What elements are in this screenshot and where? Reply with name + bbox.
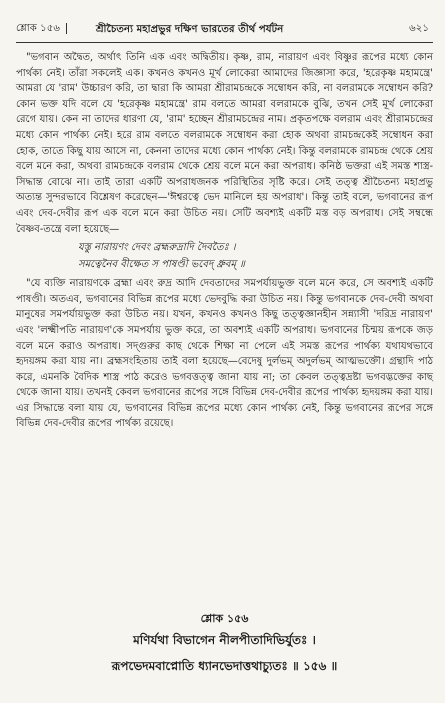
- page-header: [16, 20, 433, 43]
- header-title: শ্রীচৈতন্য মহাপ্রভুর দক্ষিণ ভারতের তীর্থ পর্যটন: [96, 23, 284, 35]
- shloka-line-2: রূপভেদমবাপ্নোতি ধ্যানভেদাত্তথাচ্যুতঃ ॥ ১৫৬ ॥: [111, 659, 338, 673]
- header-verse-ref: শ্লোক ১৫৬: [16, 20, 67, 38]
- page-number: ৬২১: [409, 23, 429, 34]
- book-page: [16, 0, 433, 703]
- shloka-heading: শ্লোক ১৫৬: [200, 612, 249, 625]
- shloka-line-1: মণির্যথা বিভাগেন নীলপীতাদিভির্যুতঃ ।: [133, 633, 316, 647]
- quoted-verse: [16, 239, 433, 273]
- quoted-verse-line-1: যস্তু নারায়ণং দেবং ব্রহ্মরুদ্রাদি দৈবতৈঃ ।: [78, 242, 236, 254]
- purport-paragraph-1: "ভগবান অদ্বৈত, অর্থাৎ তিনি এক এবং অদ্বিতীয়। কৃষ্ণ, রাম, নারায়ণ এবং বিষ্ণুর রূপের মধ্যে কোন পার্থক্য নেই। তাঁরা সকলেই এক। কখনও কখনও মূর্খ লোকেরা আমাদের জিজ্ঞাসা করে, 'হরেকৃষ্ণ মহামন্ত্রে' আমরা যে 'রাম' উচ্চারণ করি, তা দ্বারা কি আমরা শ্রীরামচন্দ্রকে সম্বোধন করি, না বলরামকে সম্বোধন করি? কোন ভক্ত যদি বলে যে 'হরেকৃষ্ণ মহামন্ত্রে' রাম বলতে আমরা বলরামকে বুঝি, তখন সেই মূর্খ লোকেরা রেগে যায়। কেন না তাদের ধারণা যে, 'রাম' হচ্ছেন শ্রীরামচন্দ্রের নাম। প্রকৃতপক্ষে বলরাম এবং শ্রীরামচন্দ্রের মধ্যে কোন পার্থক্য নেই। হরে রাম বলতে বলরামকে সম্বোধন করা হোক অথবা রামচন্দ্রকেই সম্বোধন করা হোক, তাতে কিছু যায় আসে না, কেননা তাদের মধ্যে কোন পার্থক্য নেই। কিন্তু বলরামকে রামচন্দ্র থেকে শ্রেয় বলে মনে করা, অথবা রামচন্দ্রকে বলরাম থেকে শ্রেয় বলে মনে করা অপরাধ। কনিষ্ঠ ভক্তরা এই সমস্ত শাস্ত্র-সিদ্ধান্ত বোঝে না। তাই তারা একটি অপরাধজনক পরিস্থিতির সৃষ্টি করে। সেই তত্ত্ব শ্রীচৈতন্য মহাপ্রভু অত্যন্ত সুন্দরভাবে বিশ্লেষণ করেছেন—'ঈশ্বরত্বে ভেদ মানিলে হয় অপরাধ'। কিন্তু তাই বলে, ভগবানের রূপ এবং দেব-দেবীর রূপ এক বলে মনে করা উচিত নয়। সেটি অবশ্যই একটি মস্ত বড় অপরাধ। সেই সম্বন্ধে বৈষ্ণব-তন্ত্রে বলা হয়েছে—: [16, 52, 433, 235]
- purport-text: [16, 50, 433, 432]
- purport-paragraph-2: "যে ব্যক্তি নারায়ণকে ব্রহ্মা এবং রুদ্র আদি দেবতাদের সমপর্যায়ভুক্ত বলে মনে করে, সে অবশ্যই একটি পাষণ্ডী। অতএব, ভগবানের বিভিন্ন রূপের মধ্যে ভেদবুদ্ধি করা উচিত নয়। কিন্তু ভগবানকে দেব-দেবী অথবা মানুষের সমপর্যায়ভুক্ত করা উচিত নয়। যখন, কখনও কখনও কিছু তত্ত্বজ্ঞানহীন সন্ন্যাসী 'দরিদ্র নারায়ণ' এবং 'লক্ষ্মীপতি নারায়ণ'কে সমপর্যায় ভুক্ত করে, তা অবশ্যই একটি অপরাধ। ভগবানের চিন্ময় রূপকে জড় বলে মনে করাও অপরাধ। সদ্গুরুর কাছ থেকে শিক্ষা না পেলে এই সমস্ত রূপের পার্থক্য যথাযথভাবে হৃদয়ঙ্গম করা যায় না। ব্রহ্মসংহিতায় তাই বলা হয়েছে—বেদেষু দুর্লভম্ অদুর্লভম্ আত্মভক্তৌ। গ্রন্থাদি পাঠ করে, এমনকি বৈদিক শাস্ত্র পাঠ করেও ভগবত্তত্ত্ব জানা যায় না; তা কেবল তত্ত্বদ্রষ্টা ভগবদ্ভক্তের কাছ থেকে জানা যায়। তখনই কেবল ভগবানের রূপের সঙ্গে বিভিন্ন দেব-দেবীর রূপের পার্থক্য হৃদয়ঙ্গম করা যায়। এর সিদ্ধান্তে বলা যায় যে, ভগবানের বিভিন্ন রূপের মধ্যে কোন পার্থক্য নেই, কিন্তু ভগবানের রূপের সঙ্গে বিভিন্ন দেব-দেবীর রূপের পার্থক্য রয়েছে।: [16, 278, 433, 430]
- quoted-verse-line-2: সমত্বেনৈব বীক্ষেত স পাষণ্ডী ভবেদ্ ধ্রুবম্ ॥: [78, 259, 245, 271]
